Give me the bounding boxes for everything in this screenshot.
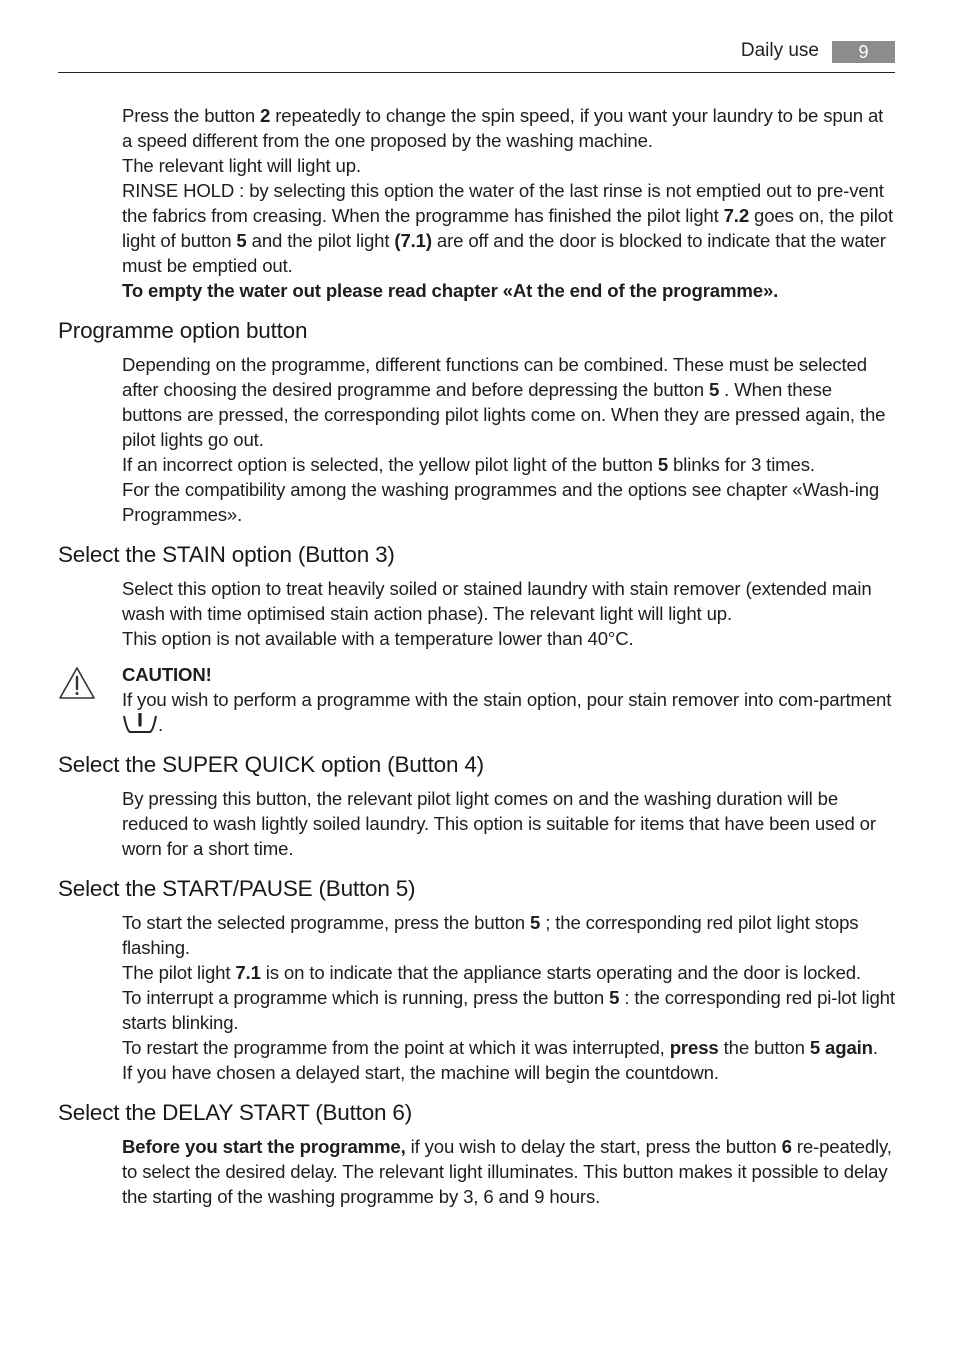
empty-water-note: To empty the water out please read chapter «At the end of the programme». (122, 280, 779, 301)
page-number: 9 (832, 41, 895, 63)
caution-text: If you wish to perform a programme with the stain option, pour stain remover into com-partment . (122, 689, 892, 735)
delay-paragraph: Before you start the programme, if you wish to delay the start, press the button 6 re-peatedly, to select the desired delay. The relevant light illuminates. This button makes it possible to delay the starting of the washing programme by 3, 6 and 9 hours. (122, 1136, 892, 1207)
warning-triangle-icon (58, 666, 96, 700)
prog-option-paragraph-2: If an incorrect option is selected, the yellow pilot light of the button 5 blinks for 3 times. (122, 454, 815, 475)
start-pause-paragraph-3: To interrupt a programme which is running, press the button 5 : the corresponding red pi-lot light starts blinking. (122, 987, 895, 1033)
intro-paragraph-1: Press the button 2 repeatedly to change the spin speed, if you want your laundry to be spun at a speed different from the one proposed by the washing machine. (122, 105, 884, 151)
detergent-compartment-icon (122, 713, 158, 735)
heading-programme-option: Programme option button (58, 318, 308, 343)
heading-stain: Select the STAIN option (Button 3) (58, 542, 395, 567)
prog-option-paragraph-1: Depending on the programme, different functions can be combined. These must be selected after choosing the desired programme and before depressing the button 5 . When these buttons are pressed, the corresponding pilot lights come on. When they are pressed again, the pilot lights go out. (122, 354, 886, 450)
heading-delay-start: Select the DELAY START (Button 6) (58, 1100, 412, 1125)
heading-super-quick: Select the SUPER QUICK option (Button 4) (58, 752, 484, 777)
start-pause-paragraph-1: To start the selected programme, press the button 5 ; the corresponding red pilot light stops flashing. (122, 912, 859, 958)
intro-paragraph-2: The relevant light will light up. (122, 155, 361, 176)
page-header (58, 38, 895, 73)
prog-option-paragraph-3: For the compatibility among the washing programmes and the options see chapter «Wash-ing Programmes». (122, 479, 880, 525)
caution-title: CAUTION! (122, 664, 212, 685)
section-label: Daily use (740, 40, 819, 61)
heading-start-pause: Select the START/PAUSE (Button 5) (58, 876, 416, 901)
caution-block (58, 662, 895, 737)
start-pause-paragraph-2: The pilot light 7.1 is on to indicate that the appliance starts operating and the door is locked. (122, 962, 861, 983)
page-content (58, 103, 895, 1209)
start-pause-paragraph-4: To restart the programme from the point at which it was interrupted, press the button 5 again. (122, 1037, 878, 1058)
super-quick-paragraph: By pressing this button, the relevant pilot light comes on and the washing duration will be reduced to wash lightly soiled laundry. This option is suitable for items that have been used or worn for a short time. (122, 788, 876, 859)
start-pause-paragraph-5: If you have chosen a delayed start, the machine will begin the countdown. (122, 1062, 719, 1083)
stain-paragraph-2: This option is not available with a temperature lower than 40°C. (122, 628, 634, 649)
stain-paragraph-1: Select this option to treat heavily soiled or stained laundry with stain remover (extended main wash with time optimised stain action phase). The relevant light will light up. (122, 578, 872, 624)
rinse-hold-paragraph: RINSE HOLD : by selecting this option the water of the last rinse is not emptied out to pre-vent the fabrics from creasing. When the programme has finished the pilot light 7.2 goes on, the pilot light of button 5 and the pilot light (7.1) are off and the door is blocked to indicate that the water must be emptied out. (122, 180, 893, 276)
